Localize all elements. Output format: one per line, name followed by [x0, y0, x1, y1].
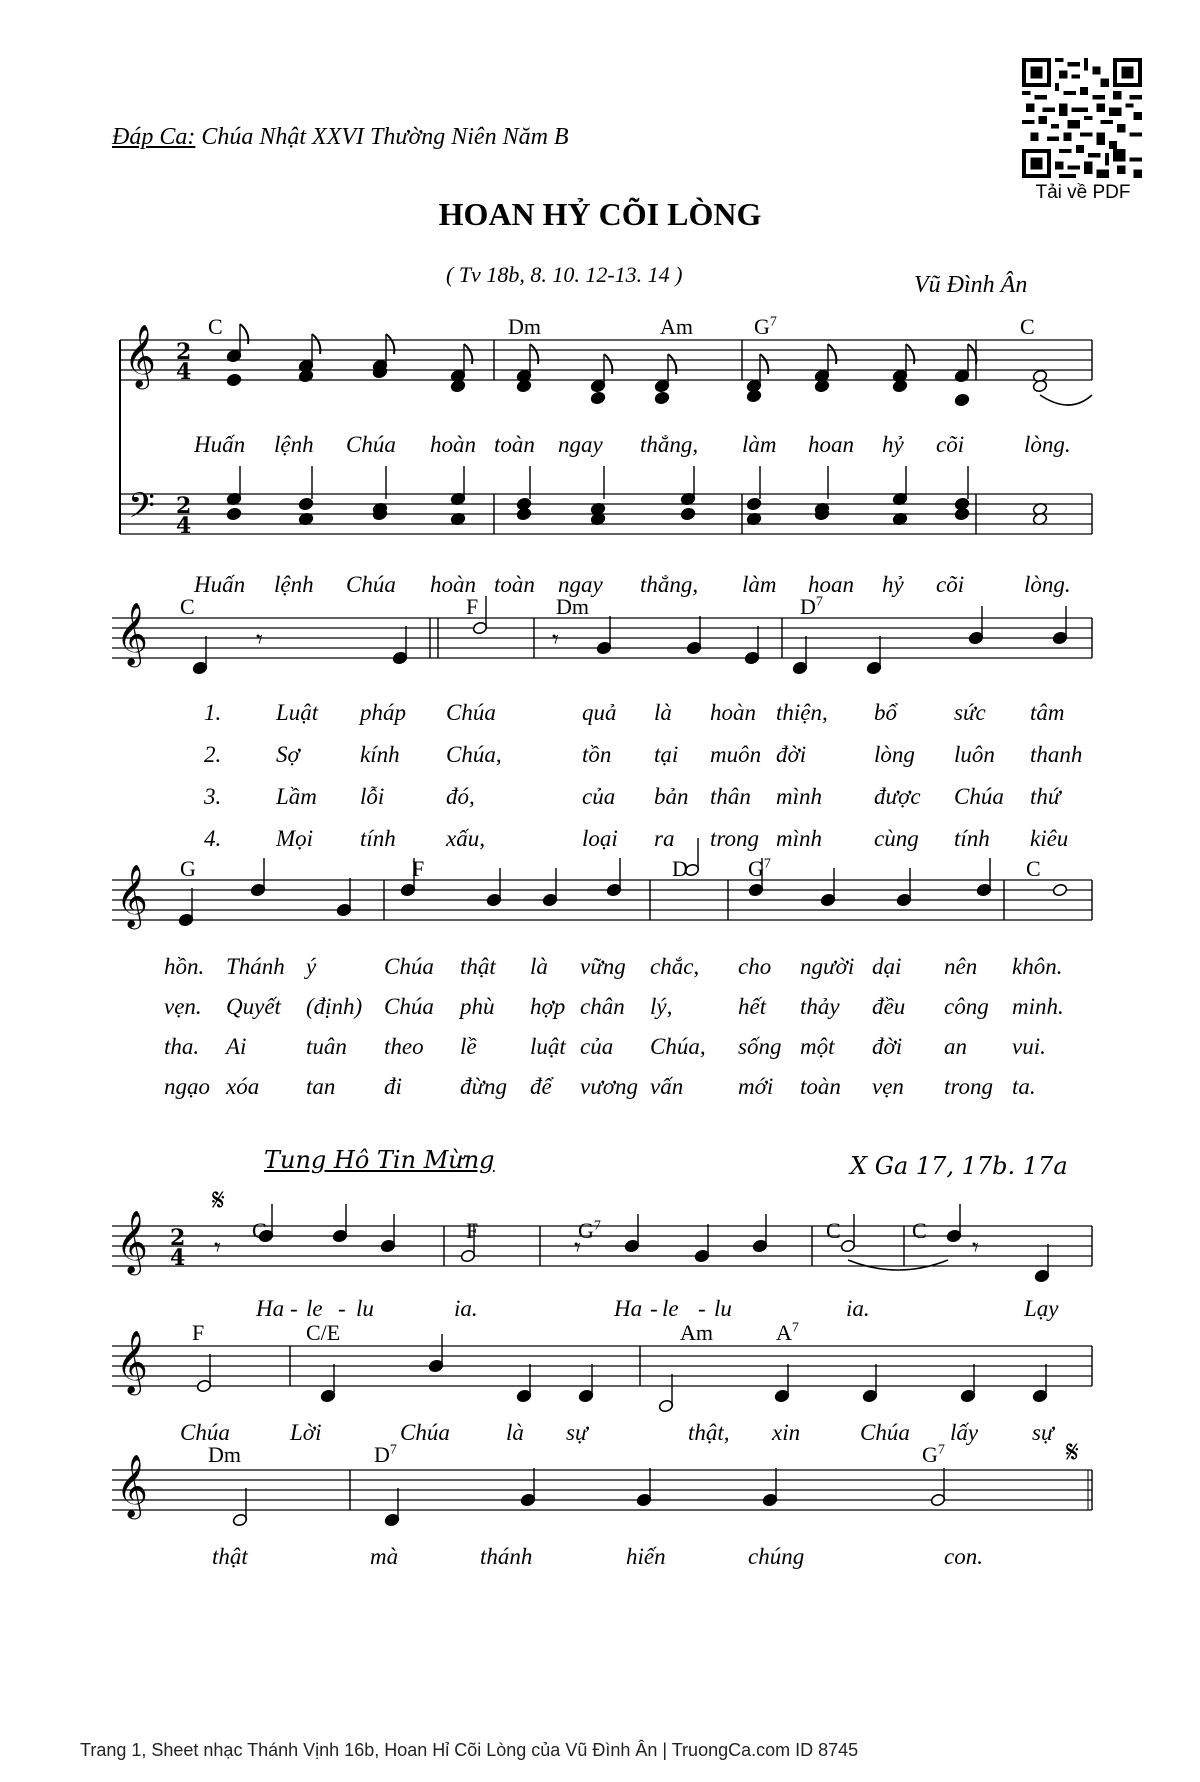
lyric-syllable: lỗi	[360, 784, 385, 809]
lyric-syllable: được	[874, 784, 921, 809]
lyric-syllable: cùng	[874, 826, 919, 851]
time-signature-top: 2	[176, 493, 192, 519]
lyric-syllable: mình	[776, 784, 822, 809]
lyric-syllable: (định)	[306, 994, 363, 1019]
segno-icon: 𝄋	[212, 1183, 225, 1218]
lyric-syllable: hoàn	[430, 572, 476, 597]
chord-root: C	[180, 594, 195, 619]
treble-clef-icon: 𝄞	[116, 1454, 148, 1517]
chord-extension: 7	[791, 1320, 799, 1336]
chord-symbol	[306, 1320, 340, 1346]
lyric-syllable: bản	[654, 784, 689, 809]
lyric-syllable: hồn.	[164, 954, 205, 979]
note-head	[516, 379, 532, 393]
lyric-syllable: 4.	[204, 826, 222, 851]
lyric-syllable: kiêu	[1030, 826, 1069, 851]
chord-symbol	[208, 1442, 241, 1468]
lyric-syllable: mới	[738, 1074, 774, 1099]
treble-clef-icon: 𝄞	[116, 602, 148, 665]
eighth-rest-icon: 𝄾	[972, 1233, 979, 1263]
lyric-syllable: mà	[370, 1544, 399, 1569]
chord-symbol	[252, 1218, 267, 1244]
note-flag	[828, 344, 836, 364]
lyric-syllable: 3.	[204, 784, 222, 809]
chord-root: C	[912, 1218, 927, 1243]
note-head	[954, 507, 970, 521]
note-flag	[760, 354, 768, 374]
chord-symbol	[672, 856, 688, 882]
chord-root: G	[180, 856, 196, 881]
lyric-syllable: Lời	[290, 1420, 322, 1445]
lyric-syllable: cho	[738, 954, 772, 979]
chord-root: A	[776, 1320, 792, 1345]
psalm-reference: ( Tv 18b, 8. 10. 12-13. 14 )	[446, 262, 683, 287]
lyric-syllable: đời	[872, 1034, 903, 1059]
chord-root: C	[208, 314, 223, 339]
lyric-syllable: Thánh	[226, 954, 285, 979]
note-head	[654, 391, 670, 405]
lyric-syllable: tồn	[582, 742, 612, 767]
lyric-syllable: loại	[582, 826, 618, 851]
lyric-syllable: nên	[944, 954, 978, 979]
lyric-syllable: tính	[954, 826, 990, 851]
lyric-syllable: lòng.	[1024, 572, 1071, 597]
lyric-syllable: Chúa	[384, 994, 434, 1019]
lyric-syllable: lấy	[950, 1420, 979, 1445]
lyric-syllable: kính	[360, 742, 400, 767]
lyric-syllable: -	[650, 1296, 658, 1321]
header-label: Đáp Ca:	[112, 124, 196, 150]
lyric-syllable: cõi	[936, 572, 965, 597]
lyric-syllable: người	[800, 954, 855, 979]
lyric-syllable: con.	[944, 1544, 983, 1569]
chord-root: Am	[680, 1320, 713, 1345]
note-head	[746, 497, 762, 511]
lyric-syllable: thứ	[1030, 784, 1061, 809]
lyric-syllable: hỷ	[882, 572, 904, 597]
lyric-syllable: tuân	[306, 1034, 347, 1059]
lyric-syllable: là	[506, 1420, 524, 1445]
lyric-syllable: một	[800, 1034, 835, 1059]
time-signature-bottom: 4	[170, 1245, 186, 1271]
lyric-syllable: tại	[654, 742, 679, 767]
eighth-rest-icon: 𝄾	[574, 1233, 581, 1263]
lyric-syllable: tan	[306, 1074, 336, 1099]
eighth-rest-icon: 𝄾	[214, 1233, 221, 1263]
chord-root: C	[252, 1218, 267, 1243]
lyric-syllable: -	[338, 1296, 346, 1321]
chord-symbol	[922, 1442, 945, 1468]
qr-caption[interactable]: Tải về PDF	[1035, 182, 1131, 203]
lyric-syllable: sống	[738, 1034, 782, 1059]
lyric-syllable: Chúa	[384, 954, 434, 979]
lyric-syllable: quả	[582, 700, 617, 725]
chord-root: F	[192, 1320, 205, 1345]
lyric-syllable: trong	[944, 1074, 993, 1099]
lyric-syllable: dại	[872, 954, 902, 979]
note-flag	[604, 354, 612, 374]
chord-root: G	[578, 1218, 594, 1243]
note-head	[1032, 379, 1048, 393]
note-head	[226, 373, 242, 387]
chord-symbol	[1026, 856, 1041, 882]
lyric-syllable: ngay	[558, 572, 603, 597]
note-head	[298, 369, 314, 383]
song-title: HOAN HỶ CÕI LÒNG	[438, 196, 762, 232]
lyric-syllable: an	[944, 1034, 967, 1059]
lyric-syllable: hoan	[808, 432, 854, 457]
lyric-syllable: Chúa	[954, 784, 1004, 809]
chord-root: D	[672, 856, 688, 881]
lyric-syllable: -	[290, 1296, 298, 1321]
lyric-syllable: Lạy	[1024, 1296, 1059, 1321]
lyric-syllable: xóa	[226, 1074, 260, 1099]
time-signature-top: 2	[176, 339, 192, 365]
lyric-syllable: vương	[580, 1074, 639, 1099]
note-flag	[668, 354, 676, 374]
lyric-syllable: Huấn	[194, 432, 246, 457]
chord-root: Dm	[556, 594, 589, 619]
lyric-syllable: Chúa,	[446, 742, 502, 767]
chord-symbol	[192, 1320, 204, 1346]
chord-symbol	[508, 314, 541, 340]
note-flag	[240, 324, 248, 344]
lyric-syllable: Chúa,	[650, 1034, 706, 1059]
lyric-syllable: hoan	[808, 572, 854, 597]
tie	[848, 1260, 948, 1270]
lyric-syllable: le	[306, 1296, 323, 1321]
chord-symbol	[660, 314, 693, 340]
chord-root: C/E	[306, 1320, 341, 1345]
lyric-syllable: là	[654, 700, 672, 725]
eighth-rest-icon: 𝄾	[552, 625, 559, 655]
lyric-syllable: hết	[738, 994, 767, 1019]
lyric-syllable: xấu,	[446, 826, 485, 851]
chord-symbol	[800, 594, 823, 620]
chord-root: F	[466, 594, 479, 619]
chord-root: F	[466, 1218, 479, 1243]
chord-symbol	[826, 1218, 841, 1244]
note-head	[954, 393, 970, 407]
lyric-syllable: vẹn	[872, 1074, 904, 1099]
composer-name: Vũ Đình Ân	[914, 272, 1028, 298]
lyric-syllable: 2.	[204, 742, 222, 767]
chord-root: G	[922, 1442, 938, 1467]
chord-symbol	[556, 594, 589, 620]
segno-icon: 𝄋	[1066, 1435, 1079, 1470]
chord-symbol	[754, 314, 777, 340]
lyric-syllable: đều	[872, 994, 906, 1019]
chord-symbol	[180, 594, 195, 620]
lyric-syllable: thẳng,	[640, 572, 699, 597]
lyric-syllable: Chúa	[346, 432, 396, 457]
chord-root: F	[412, 856, 425, 881]
chord-symbol	[180, 856, 196, 882]
chord-extension: 7	[763, 856, 771, 872]
time-signature-top: 2	[170, 1225, 186, 1251]
lyric-syllable: hợp	[530, 994, 566, 1019]
lyric-syllable: lý,	[650, 994, 673, 1019]
lyric-syllable: lu	[356, 1296, 374, 1321]
lyric-syllable: khôn.	[1012, 954, 1063, 979]
chord-symbol	[680, 1320, 713, 1346]
lyric-syllable: ia.	[454, 1296, 478, 1321]
treble-clef-icon: 𝄞	[116, 1330, 148, 1393]
chord-symbol	[374, 1442, 397, 1468]
note-head	[226, 507, 242, 521]
chord-root: Am	[660, 314, 693, 339]
chord-root: Dm	[508, 314, 541, 339]
chord-root: C	[1020, 314, 1035, 339]
lyric-syllable: đừng	[460, 1074, 508, 1099]
lyric-syllable: Lầm	[276, 784, 317, 809]
chord-root: D	[374, 1442, 390, 1467]
lyric-syllable: đi	[384, 1074, 402, 1099]
lyric-syllable: của	[580, 1034, 614, 1059]
lyric-syllable: ngay	[558, 432, 603, 457]
lyric-syllable: lệnh	[274, 572, 314, 597]
chord-root: C	[826, 1218, 841, 1243]
lyric-syllable: lòng.	[1024, 432, 1071, 457]
lyric-syllable: phù	[460, 994, 495, 1019]
lyric-syllable: sự	[1032, 1420, 1054, 1445]
lyric-syllable: ngạo	[164, 1074, 210, 1099]
chord-symbol	[578, 1218, 601, 1244]
lyric-syllable: vui.	[1012, 1034, 1046, 1059]
lyric-syllable: muôn	[710, 742, 762, 767]
note-head	[298, 497, 314, 511]
lyric-syllable: 1.	[204, 700, 222, 725]
note-flag	[968, 344, 976, 364]
lyric-syllable: thẳng,	[640, 432, 699, 457]
lyric-syllable: ý	[306, 954, 317, 979]
lyric-syllable: đó,	[446, 784, 475, 809]
chord-symbol	[912, 1218, 927, 1244]
header-occasion: Chúa Nhật XXVI Thường Niên Năm B	[201, 124, 569, 150]
lyric-syllable: thật	[212, 1544, 248, 1569]
chord-symbol	[412, 856, 424, 882]
lyric-syllable: lệnh	[274, 432, 314, 457]
lyric-syllable: hoàn	[710, 700, 756, 725]
lyric-syllable: thảy	[800, 994, 840, 1019]
note-flag	[464, 344, 472, 364]
time-signature-bottom: 4	[176, 359, 192, 385]
note-flag	[386, 334, 394, 354]
note-head	[450, 379, 466, 393]
chord-symbol	[1020, 314, 1035, 340]
chord-symbol	[748, 856, 771, 882]
page-footer: Trang 1, Sheet nhạc Thánh Vịnh 16b, Hoan Hỉ Cõi Lòng của Vũ Đình Ân | TruongCa.com ID 8745	[80, 1740, 859, 1760]
lyric-syllable: Ai	[226, 1034, 247, 1059]
lyric-syllable: chân	[580, 994, 625, 1019]
treble-clef-icon: 𝄞	[116, 1210, 148, 1273]
note-head	[680, 507, 696, 521]
lyric-syllable: tính	[360, 826, 396, 851]
lyric-syllable: luật	[530, 1034, 566, 1059]
chord-extension: 7	[389, 1442, 397, 1458]
lyric-syllable: tâm	[1030, 700, 1065, 725]
gospel-acclamation-title: Tung Hô Tin Mừng	[264, 1146, 495, 1174]
lyric-syllable: thiện,	[776, 700, 828, 725]
chord-extension: 7	[593, 1218, 601, 1234]
lyric-syllable: xin	[772, 1420, 801, 1445]
note-flag	[530, 344, 538, 364]
lyric-syllable: Chúa	[860, 1420, 910, 1445]
chord-root: C	[1026, 856, 1041, 881]
lyric-syllable: Chúa	[346, 572, 396, 597]
chord-extension: 7	[937, 1442, 945, 1458]
lyric-syllable: lề	[460, 1034, 477, 1059]
lyric-syllable: minh.	[1012, 994, 1064, 1019]
lyric-syllable: hiến	[626, 1544, 666, 1569]
lyric-syllable: theo	[384, 1034, 424, 1059]
lyric-syllable: ra	[654, 826, 675, 851]
lyric-syllable: hoàn	[430, 432, 476, 457]
lyric-syllable: vững	[580, 954, 626, 979]
note-head	[516, 507, 532, 521]
chord-root: Dm	[208, 1442, 241, 1467]
lyric-syllable: thật	[460, 954, 496, 979]
chord-symbol	[208, 314, 223, 340]
lyric-syllable: trong	[710, 826, 759, 851]
lyric-syllable: Chúa	[446, 700, 496, 725]
note-head	[590, 391, 606, 405]
lyric-syllable: vẹn.	[164, 994, 202, 1019]
chord-symbol	[466, 594, 478, 620]
lyric-syllable: đời	[776, 742, 807, 767]
lyric-syllable: Mọi	[276, 826, 314, 851]
lyric-syllable: lòng	[874, 742, 915, 767]
lyric-syllable: Chúa	[180, 1420, 230, 1445]
chord-root: D	[800, 594, 816, 619]
lyric-syllable: bổ	[874, 700, 897, 725]
lyric-syllable: thân	[710, 784, 751, 809]
chord-extension: 7	[815, 594, 823, 610]
lyric-syllable: pháp	[360, 700, 406, 725]
gospel-reference: X Ga 17, 17b. 17a	[850, 1152, 1068, 1180]
chord-symbol	[466, 1218, 478, 1244]
lyric-syllable: sự	[566, 1420, 588, 1445]
time-signature-bottom: 4	[176, 513, 192, 539]
bass-clef-icon: 𝄢	[128, 485, 156, 534]
lyric-syllable: ta.	[1012, 1074, 1036, 1099]
lyric-syllable: lu	[714, 1296, 732, 1321]
note-head	[1052, 883, 1068, 897]
treble-clef-icon: 𝄞	[116, 864, 148, 927]
lyric-syllable: le	[662, 1296, 679, 1321]
lyric-syllable: chắc,	[650, 954, 700, 979]
note-flag	[312, 334, 320, 354]
lyric-syllable: toàn	[494, 572, 535, 597]
lyric-syllable: cõi	[936, 432, 965, 457]
lyric-syllable: vấn	[650, 1074, 684, 1099]
lyric-syllable: chúng	[748, 1544, 805, 1569]
lyric-syllable: thật,	[688, 1420, 730, 1445]
chord-root: G	[748, 856, 764, 881]
tie	[1040, 395, 1092, 405]
lyric-syllable: hỷ	[882, 432, 904, 457]
lyric-syllable: Ha	[614, 1296, 643, 1321]
treble-clef-icon: 𝄞	[124, 324, 156, 387]
lyric-syllable: tha.	[164, 1034, 200, 1059]
lyric-syllable: Luật	[276, 700, 319, 725]
lyric-syllable: toàn	[800, 1074, 841, 1099]
lyric-syllable: làm	[742, 572, 777, 597]
lyric-syllable: sức	[954, 700, 986, 725]
lyric-syllable: của	[582, 784, 616, 809]
lyric-syllable: Ha	[256, 1296, 285, 1321]
chord-symbol	[776, 1320, 799, 1346]
lyric-syllable: -	[698, 1296, 706, 1321]
lyric-syllable: thanh	[1030, 742, 1083, 767]
lyric-syllable: làm	[742, 432, 777, 457]
lyric-syllable: ia.	[846, 1296, 870, 1321]
lyric-syllable: thánh	[480, 1544, 533, 1569]
lyric-syllable: mình	[776, 826, 822, 851]
lyric-syllable: công	[944, 994, 989, 1019]
chord-extension: 7	[769, 314, 777, 330]
note-head	[892, 379, 908, 393]
lyric-syllable: để	[530, 1074, 552, 1099]
lyric-syllable: Quyết	[226, 994, 281, 1019]
lyric-syllable: Huấn	[194, 572, 246, 597]
note-flag	[906, 344, 914, 364]
lyric-syllable: luôn	[954, 742, 995, 767]
lyric-syllable: là	[530, 954, 548, 979]
lyric-syllable: Sợ	[276, 742, 300, 767]
lyric-syllable: Chúa	[400, 1420, 450, 1445]
chord-root: G	[754, 314, 770, 339]
eighth-rest-icon: 𝄾	[256, 625, 263, 655]
lyric-syllable: toàn	[494, 432, 535, 457]
